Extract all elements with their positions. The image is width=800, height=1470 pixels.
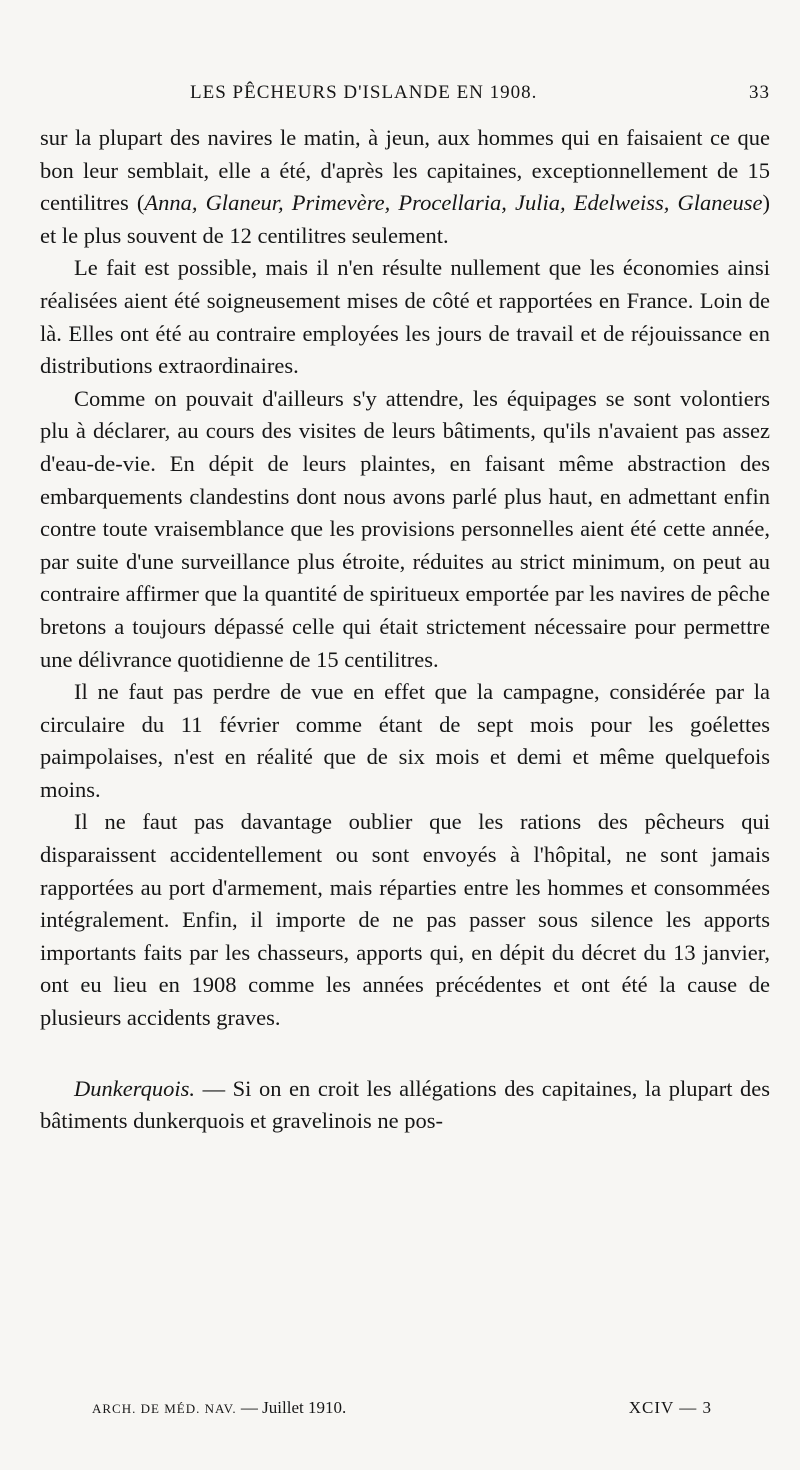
paragraph-1-text-a: sur la plupart des navires le matin, à jeun, aux hommes qui en faisaient ce que bon leur semblait, elle a été, d'après les capitaines, exceptionnellement de 15 centilitres (	[40, 125, 770, 216]
paragraph-1	[40, 122, 770, 252]
footer-signature: XCIV — 3	[628, 1398, 712, 1417]
section-lead-dunkerquois: Dunkerquois.	[74, 1075, 196, 1101]
ship-names: Anna, Glaneur, Primevère, Procellaria, Julia, Edelweiss, Glaneuse	[144, 190, 763, 216]
paragraph-4: Il ne faut pas perdre de vue en effet que la campagne, considérée par la circulaire du 11 février comme étant de sept mois pour les goélettes paimpolaises, n'est en réalité que de six mois et demi et même quelquefois moins.	[40, 679, 770, 802]
paragraph-6	[40, 1073, 770, 1138]
footer-journal: ARCH. DE MÉD. NAV.	[92, 1401, 237, 1416]
page-number: 33	[749, 82, 770, 103]
paragraph-2: Le fait est possible, mais il n'en résulte nullement que les économies ainsi réalisées aient été soigneusement mises de côté et rapportées en France. Loin de là. Elles ont été au contraire employées les jours de travail et de réjouissance en distributions extraordinaires.	[40, 255, 770, 379]
paragraph-3: Comme on pouvait d'ailleurs s'y attendre, les équipages se sont volontiers plu à déclarer, au cours des visites de leurs bâtiments, qu'ils n'avaient pas assez d'eau-de-vie. En dépit de leurs plaintes, en faisant même abstraction des embarquements clandestins dont nous avons parlé plus haut, en admettant enfin contre toute vraisemblance que les provisions personnelles aient été cette année, par suite d'une surveillance plus étroite, réduites au strict minimum, on peut au contraire affirmer que la quantité de spiritueux emportée par les navires de pêche bretons a toujours dépassé celle qui était strictement nécessaire pour permettre une délivrance quotidienne de 15 centilitres.	[40, 385, 770, 672]
footer-citation	[92, 1398, 346, 1418]
page-footer	[92, 1398, 712, 1424]
paragraph-5: Il ne faut pas davantage oublier que les rations des pêcheurs qui disparaissent accidentellement ou sont envoyés à l'hôpital, ne sont jamais rapportées au port d'armement, mais réparties entre les hommes et consommées intégralement. Enfin, il importe de ne pas passer sous silence les apports importants faits par les chasseurs, apports qui, en dépit du décret du 13 janvier, ont eu lieu en 1908 comme les années précédentes et ont été la cause de plusieurs accidents graves.	[40, 809, 770, 1031]
running-head	[40, 82, 770, 112]
body-text	[40, 122, 770, 1138]
running-title: LES PÊCHEURS D'ISLANDE EN 1908.	[190, 82, 538, 103]
section-gap	[40, 1035, 770, 1073]
footer-date: Juillet 1910.	[262, 1398, 347, 1417]
footer-dash: —	[236, 1398, 263, 1417]
paragraph-6-text: — Si on en croit les allégations des capitaines, la plupart des bâtiments dunkerquois et gravelinois ne pos-	[40, 1075, 770, 1134]
paragraph-1-text-c: ) et le plus souvent de 12 centilitres seulement.	[40, 190, 770, 248]
